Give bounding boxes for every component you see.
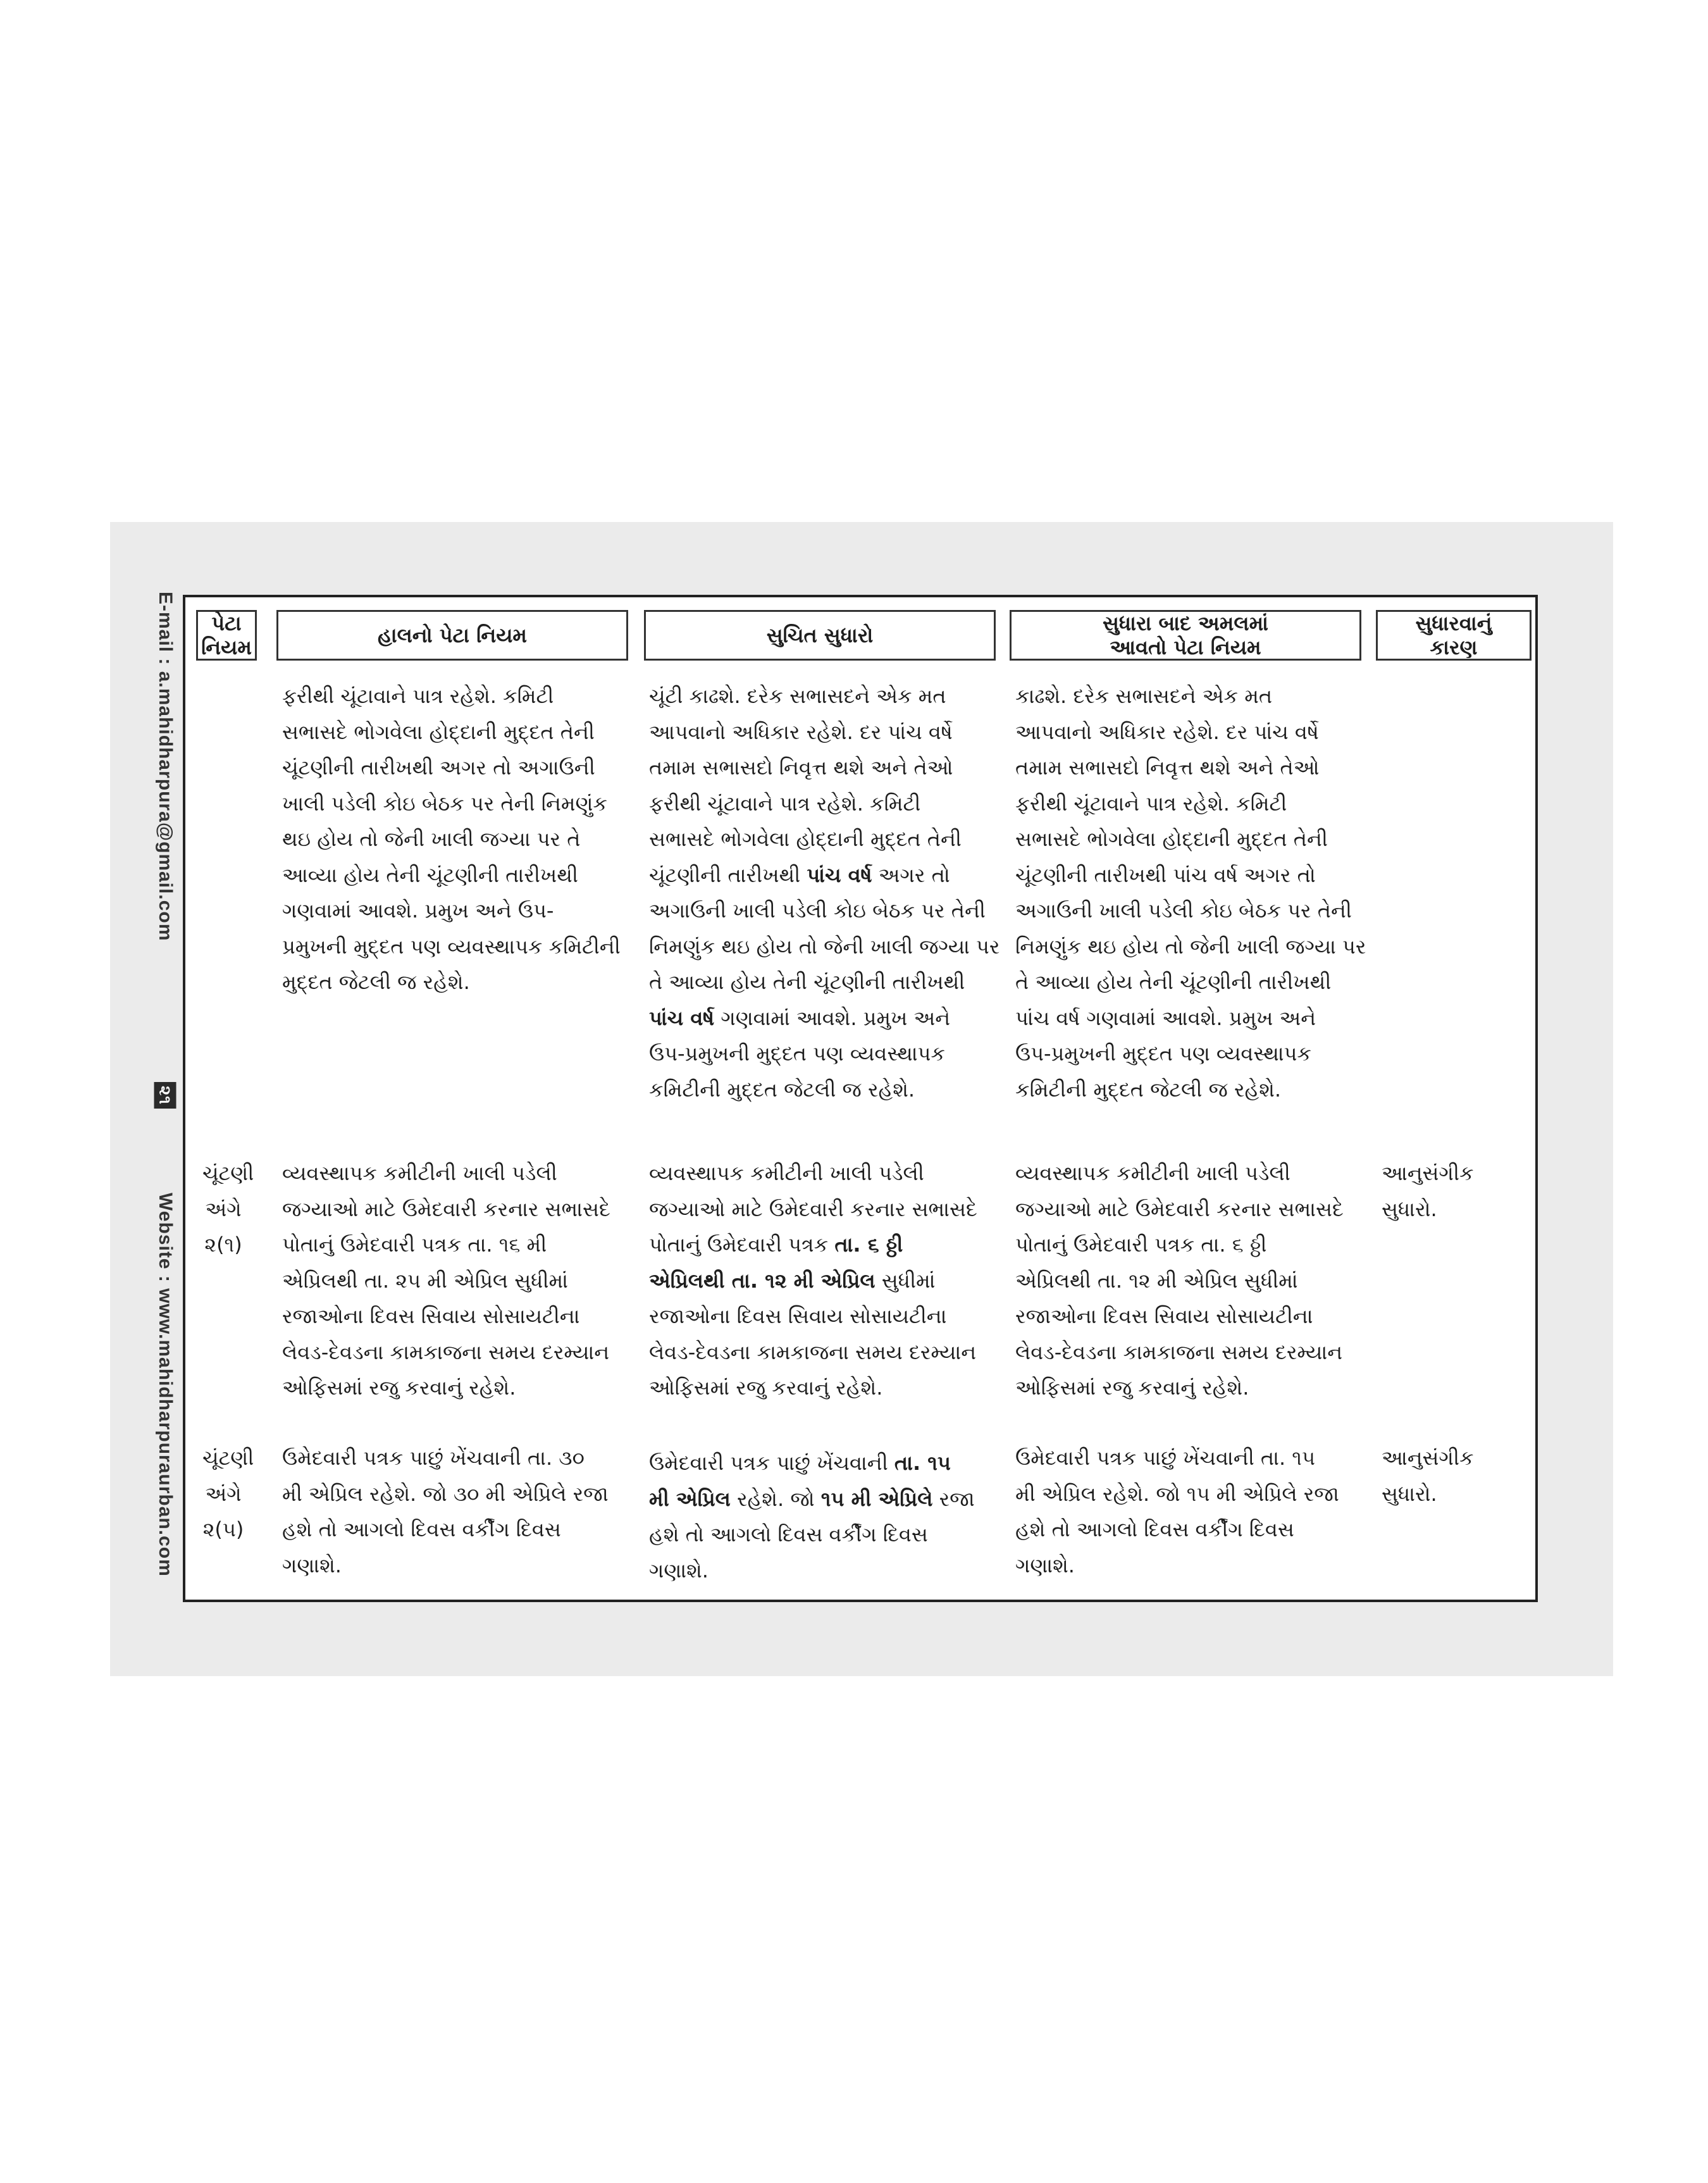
text-line: ચૂંટણીની તારીખથી પાંચ વર્ષ અગર તો xyxy=(649,862,950,887)
text-line: રજાઓના દિવસ સિવાય સોસાયટીના xyxy=(282,1304,580,1328)
text-line: અગાઉની ખાલી પડેલી કોઇ બેઠક પર તેની xyxy=(1015,899,1352,923)
text-line: લેવડ-દેવડના કામકાજના સમય દરમ્યાન xyxy=(282,1340,610,1364)
text-line: પાંચ વર્ષ ગણવામાં આવશે. પ્રમુખ અને xyxy=(649,1005,951,1030)
text-line: સભાસદે ભોગવેલા હોદ્દાની મુદ્દત તેની xyxy=(282,719,595,744)
text-line: જગ્યાઓ માટે ઉમેદવારી કરનાર સભાસદે xyxy=(1015,1197,1344,1221)
text-line: ઉમેદવારી પત્રક પાછું ખેંચવાની તા. ૧૫ xyxy=(1015,1446,1315,1470)
text-line: આપવાનો અધિકાર રહેશે. દર પાંચ વર્ષે xyxy=(1015,719,1319,744)
text-line: કાઢશે. દરેક સભાસદને એક મત xyxy=(1015,684,1273,708)
header-proposed-amendment xyxy=(644,610,996,661)
header-current-rule-text: હાલનો પેટા નિયમ xyxy=(377,623,527,647)
text-line: સભાસદે ભોગવેલા હોદ્દાની મુદ્દત તેની xyxy=(1015,827,1328,851)
text-line: ફરીથી ચૂંટાવાને પાત્ર રહેશે. કમિટી xyxy=(282,684,554,708)
text-line: ઉમેદવારી પત્રક પાછું ખેંચવાની તા. ૧૫ xyxy=(649,1451,951,1475)
text-line: કમિટીની મુદ્દત જેટલી જ રહેશે. xyxy=(1015,1077,1282,1102)
text-line: ચૂંટણીની તારીખથી અગર તો અગાઉની xyxy=(282,756,595,780)
text-line: મુદ્દત જેટલી જ રહેશે. xyxy=(282,970,470,994)
text-line: પ્રમુખની મુદ્દત પણ વ્યવસ્થાપક કમિટીની xyxy=(282,934,621,959)
text-line: ચૂંટણી xyxy=(202,1446,254,1470)
text-line: વ્યવસ્થાપક કમીટીની ખાલી પડેલી xyxy=(649,1161,924,1185)
email-text: E-mail : a.mahidharpura@gmail.com xyxy=(155,592,176,942)
text-line: વ્યવસ્થાપક કમીટીની ખાલી પડેલી xyxy=(1015,1161,1290,1185)
side-strip xyxy=(151,592,180,1604)
text-line: આનુસંગીક xyxy=(1382,1161,1474,1185)
row2-label xyxy=(202,1155,254,1263)
header-amended-rule xyxy=(1010,610,1361,661)
text-line: ખાલી પડેલી કોઇ બેઠક પર તેની નિમણુંક xyxy=(282,791,607,816)
text-line: આપવાનો અધિકાર રહેશે. દર પાંચ વર્ષે xyxy=(649,719,953,744)
text-line: ચૂંટણીની તારીખથી પાંચ વર્ષ અગર તો xyxy=(1015,862,1316,887)
text-line: ગણાશે. xyxy=(649,1558,709,1583)
text-line: કમિટીની મુદ્દત જેટલી જ રહેશે. xyxy=(649,1077,915,1102)
text-line: પોતાનું ઉમેદવારી પત્રક તા. ૧૬ મી xyxy=(282,1233,547,1257)
text-line: તે આવ્યા હોય તેની ચૂંટણીની તારીખથી xyxy=(1015,970,1332,994)
text-line: ઉમેદવારી પત્રક પાછું ખેંચવાની તા. ૩૦ xyxy=(282,1446,585,1470)
text-line: નિમણુંક થઇ હોય તો જેની ખાલી જગ્યા પર xyxy=(1015,934,1366,959)
text-line: ઉપ-પ્રમુખની મુદ્દત પણ વ્યવસ્થાપક xyxy=(649,1042,945,1066)
text-line: ઉપ-પ્રમુખની મુદ્દત પણ વ્યવસ્થાપક xyxy=(1015,1042,1311,1066)
text-line: અંગે xyxy=(205,1481,242,1506)
header-amended-rule-text: સુધારા બાદ અમલમાં આવતો પેટા નિયમ xyxy=(1102,611,1269,659)
text-line: ફરીથી ચૂંટાવાને પાત્ર રહેશે. કમિટી xyxy=(1015,791,1287,816)
website-text: Website : www.mahidharpuraurban.com xyxy=(155,1193,176,1577)
rules-table xyxy=(183,595,1538,1602)
text-line: રજાઓના દિવસ સિવાય સોસાયટીના xyxy=(649,1304,947,1328)
header-proposed-amendment-text: સુચિત સુધારો xyxy=(766,623,874,647)
text-line: ફરીથી ચૂંટાવાને પાત્ર રહેશે. કમિટી xyxy=(649,791,921,816)
text-line: ઓફિસમાં રજુ કરવાનું રહેશે. xyxy=(282,1376,516,1400)
row3-proposed xyxy=(649,1445,994,1588)
text-line: મી એપ્રિલ રહેશે. જો ૧૫ મી એપ્રિલે રજા xyxy=(1015,1481,1339,1506)
text-line: એપ્રિલથી તા. ૧૨ મી એપ્રિલ સુધીમાં xyxy=(1015,1268,1298,1293)
text-line: હશે તો આગલો દિવસ વર્કીંગ દિવસ xyxy=(649,1522,928,1546)
row1-current xyxy=(282,678,627,1000)
row3-label xyxy=(202,1440,254,1548)
text-line: ગણાશે. xyxy=(1015,1553,1075,1577)
text-line: મી એપ્રિલ રહેશે. જો ૩૦ મી એપ્રિલે રજા xyxy=(282,1481,609,1506)
text-line: પોતાનું ઉમેદવારી પત્રક તા. ૬ ઠ્ઠી xyxy=(1015,1233,1267,1257)
text-line: ઓફિસમાં રજુ કરવાનું રહેશે. xyxy=(1015,1376,1249,1400)
row1-amended xyxy=(1015,678,1366,1107)
text-line: પાંચ વર્ષ ગણવામાં આવશે. પ્રમુખ અને xyxy=(1015,1005,1316,1030)
row2-reason xyxy=(1382,1155,1527,1227)
header-reason xyxy=(1376,610,1532,661)
text-line: લેવડ-દેવડના કામકાજના સમય દરમ્યાન xyxy=(1015,1340,1343,1364)
text-line: અગાઉની ખાલી પડેલી કોઇ બેઠક પર તેની xyxy=(649,899,986,923)
text-line: ચૂંટણી xyxy=(202,1161,254,1185)
text-line: હશે તો આગલો દિવસ વર્કીંગ દિવસ xyxy=(282,1517,561,1541)
text-line: એપ્રિલથી તા. ૨૫ મી એપ્રિલ સુધીમાં xyxy=(282,1268,568,1293)
text-line: તે આવ્યા હોય તેની ચૂંટણીની તારીખથી xyxy=(649,970,965,994)
header-sub-rule-text: પેટા નિયમ xyxy=(201,611,252,659)
row3-reason xyxy=(1382,1440,1527,1512)
text-line: અંગે xyxy=(205,1197,242,1221)
row3-amended xyxy=(1015,1440,1360,1583)
text-line: એપ્રિલથી તા. ૧૨ મી એપ્રિલ સુધીમાં xyxy=(649,1268,936,1293)
text-line: ઓફિસમાં રજુ કરવાનું રહેશે. xyxy=(649,1376,883,1400)
text-line: ગણાશે. xyxy=(282,1553,342,1577)
text-line: સુધારો. xyxy=(1382,1481,1437,1506)
text-line: લેવડ-દેવડના કામકાજના સમય દરમ્યાન xyxy=(649,1340,977,1364)
text-line: સભાસદે ભોગવેલા હોદ્દાની મુદ્દત તેની xyxy=(649,827,962,851)
header-reason-text: સુધારવાનું કારણ xyxy=(1415,611,1492,659)
text-line: હશે તો આગલો દિવસ વર્કીંગ દિવસ xyxy=(1015,1517,1294,1541)
text-line: રજાઓના દિવસ સિવાય સોસાયટીના xyxy=(1015,1304,1313,1328)
row1-proposed xyxy=(649,678,1000,1107)
row2-amended xyxy=(1015,1155,1360,1406)
text-line: જગ્યાઓ માટે ઉમેદવારી કરનાર સભાસદે xyxy=(649,1197,977,1221)
text-line: નિમણુંક થઇ હોય તો જેની ખાલી જગ્યા પર xyxy=(649,934,1000,959)
text-line: આનુસંગીક xyxy=(1382,1446,1474,1470)
header-sub-rule xyxy=(196,610,257,661)
text-line: પોતાનું ઉમેદવારી પત્રક તા. ૬ ઠ્ઠી xyxy=(649,1233,903,1257)
text-line: વ્યવસ્થાપક કમીટીની ખાલી પડેલી xyxy=(282,1161,557,1185)
row2-current xyxy=(282,1155,627,1406)
row2-proposed xyxy=(649,1155,994,1406)
header-current-rule xyxy=(276,610,628,661)
text-line: તમામ સભાસદો નિવૃત્ત થશે અને તેઓ xyxy=(1015,756,1320,780)
text-line: ૨(૧) xyxy=(204,1233,242,1257)
text-line: ચૂંટી કાઢશે. દરેક સભાસદને એક મત xyxy=(649,684,946,708)
row3-current xyxy=(282,1440,627,1583)
text-line: જગ્યાઓ માટે ઉમેદવારી કરનાર સભાસદે xyxy=(282,1197,610,1221)
text-line: આવ્યા હોય તેની ચૂંટણીની તારીખથી xyxy=(282,862,578,887)
text-line: સુધારો. xyxy=(1382,1197,1437,1221)
text-line: થઇ હોય તો જેની ખાલી જગ્યા પર તે xyxy=(282,827,581,851)
text-line: ૨(૫) xyxy=(202,1517,244,1541)
text-line: તમામ સભાસદો નિવૃત્ત થશે અને તેઓ xyxy=(649,756,953,780)
text-line: ગણવામાં આવશે. પ્રમુખ અને ઉપ- xyxy=(282,899,554,923)
page-number: ૨૧ xyxy=(154,1082,176,1109)
text-line: મી એપ્રિલ રહેશે. જો ૧૫ મી એપ્રિલે રજા xyxy=(649,1486,975,1511)
